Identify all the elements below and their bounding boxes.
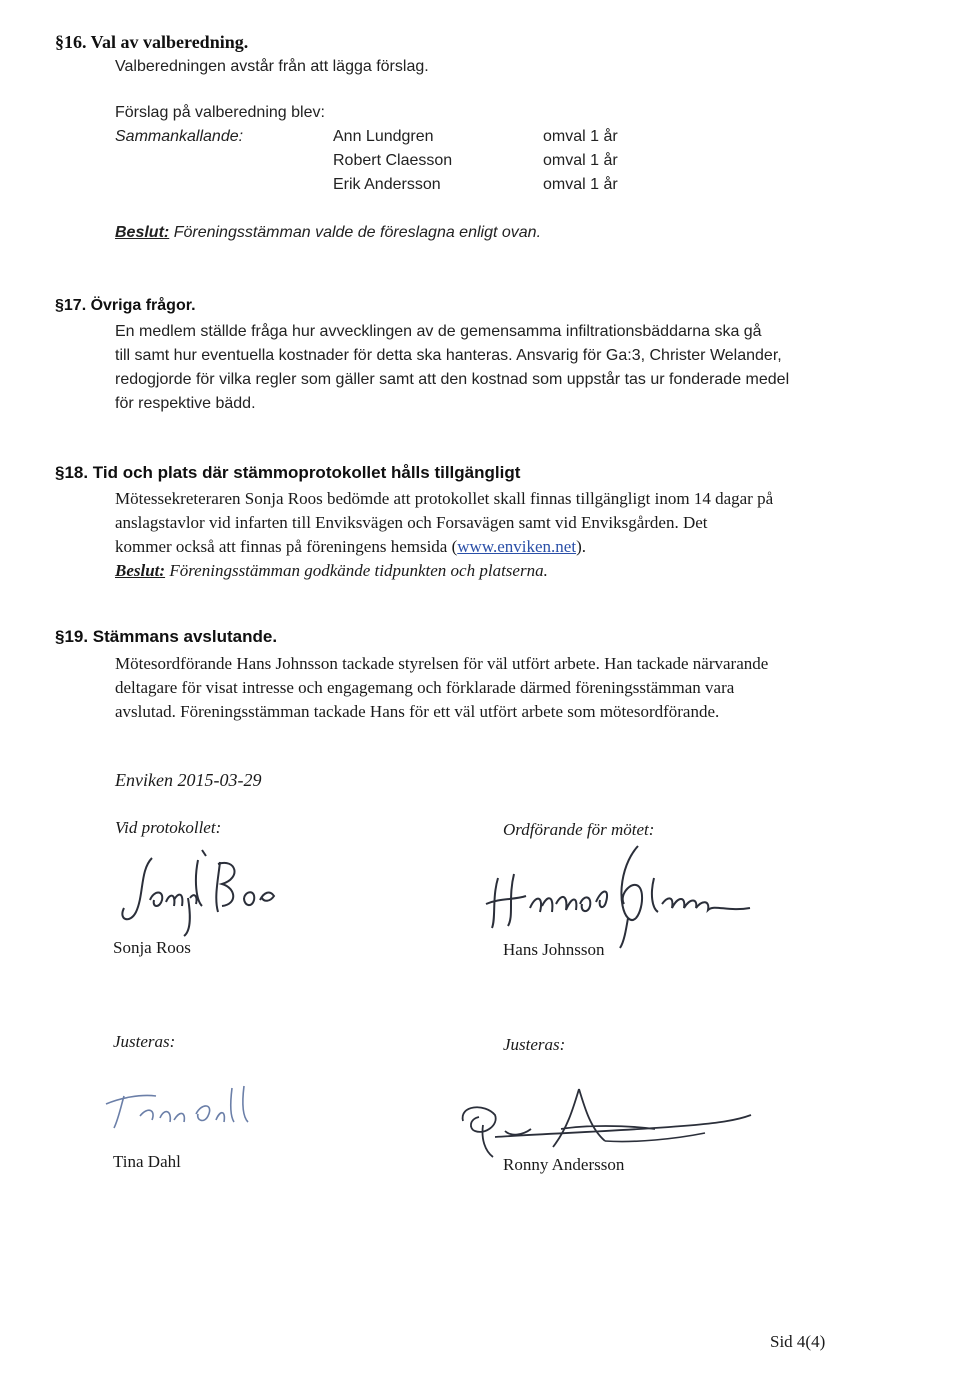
decision-text: Föreningsstämman valde de föreslagna enligt ovan.: [173, 224, 542, 241]
paragraph-line: avslutad. Föreningsstämman tackade Hans för ett väl utfört arbete som mötesordförande.: [115, 702, 720, 721]
paragraph-line: redogjorde för vilka regler som gäller samt att den kostnad som uppstår tas ur fonderade medel: [115, 371, 790, 388]
section-19-body: [115, 652, 935, 724]
adjuster2-label: Justeras:: [503, 1035, 566, 1054]
section-17-heading: §17. Övriga frågor.: [55, 297, 196, 314]
section-18-heading: §18. Tid och plats där stämmoprotokollet hålls tillgängligt: [55, 463, 521, 482]
place-date: Enviken 2015-03-29: [115, 770, 262, 790]
paragraph-line: Mötesordförande Hans Johnsson tackade styrelsen för väl utfört arbete. Han tackade närvarande: [115, 654, 769, 673]
member-term: omval 1 år: [543, 152, 618, 169]
member-name: Ann Lundgren: [333, 128, 434, 145]
protocol-label: Vid protokollet:: [115, 818, 222, 837]
signature-tina-dahl: [100, 1080, 270, 1145]
page-number: Sid 4(4): [770, 1332, 826, 1351]
member-name: Erik Andersson: [333, 176, 441, 193]
paragraph-line: till samt hur eventuella kostnader för detta ska hanteras. Ansvarig för Ga:3, Christer Welander,: [115, 347, 782, 364]
proposal-label: Förslag på valberedning blev:: [115, 104, 325, 121]
section-17-body: [115, 320, 915, 416]
paragraph-line: deltagare för visat intresse och engagemang och förklarade därmed föreningsstämman vara: [115, 678, 735, 697]
section-18-body: [115, 487, 935, 583]
chair-label: Ordförande för mötet:: [503, 820, 655, 839]
protocol-name: Sonja Roos: [113, 938, 191, 957]
decision-text: Föreningsstämman godkände tidpunkten och platserna.: [169, 561, 548, 580]
signature-sonja-roos: [110, 840, 300, 945]
role-label: Sammankallande:: [115, 128, 244, 145]
paragraph-line: [115, 535, 935, 559]
decision-label: Beslut:: [115, 224, 170, 241]
paragraph-line: anslagstavlor vid infarten till Enviksvägen och Forsavägen samt vid Enviksgården. Det: [115, 513, 708, 532]
adjuster1-label: Justeras:: [113, 1032, 176, 1051]
website-link[interactable]: www.enviken.net: [457, 537, 577, 556]
adjuster2-name: Ronny Andersson: [503, 1155, 625, 1174]
paragraph-line: Mötessekreteraren Sonja Roos bedömde att protokollet skall finnas tillgängligt inom 14 dagar på: [115, 489, 774, 508]
section-16-intro: Valberedningen avstår från att lägga förslag.: [115, 58, 429, 75]
decision-label: Beslut:: [115, 561, 166, 580]
chair-name: Hans Johnsson: [503, 940, 605, 959]
member-term: omval 1 år: [543, 128, 618, 145]
paragraph-line: för respektive bädd.: [115, 395, 256, 412]
line-prefix: kommer också att finnas på föreningens hemsida (: [115, 537, 458, 556]
adjuster1-name: Tina Dahl: [113, 1152, 181, 1171]
paragraph-line: En medlem ställde fråga hur avvecklingen av de gemensamma infiltrationsbäddarna ska gå: [115, 323, 762, 340]
member-name: Robert Claesson: [333, 152, 453, 169]
member-term: omval 1 år: [543, 176, 618, 193]
section-19-heading: §19. Stämmans avslutande.: [55, 627, 278, 646]
line-suffix: ).: [576, 537, 586, 556]
signature-hans-johnsson: [478, 838, 768, 953]
section-16-decision: [115, 224, 541, 242]
section-18-decision: [115, 559, 935, 583]
section-16-heading: §16. Val av valberedning.: [55, 32, 249, 52]
